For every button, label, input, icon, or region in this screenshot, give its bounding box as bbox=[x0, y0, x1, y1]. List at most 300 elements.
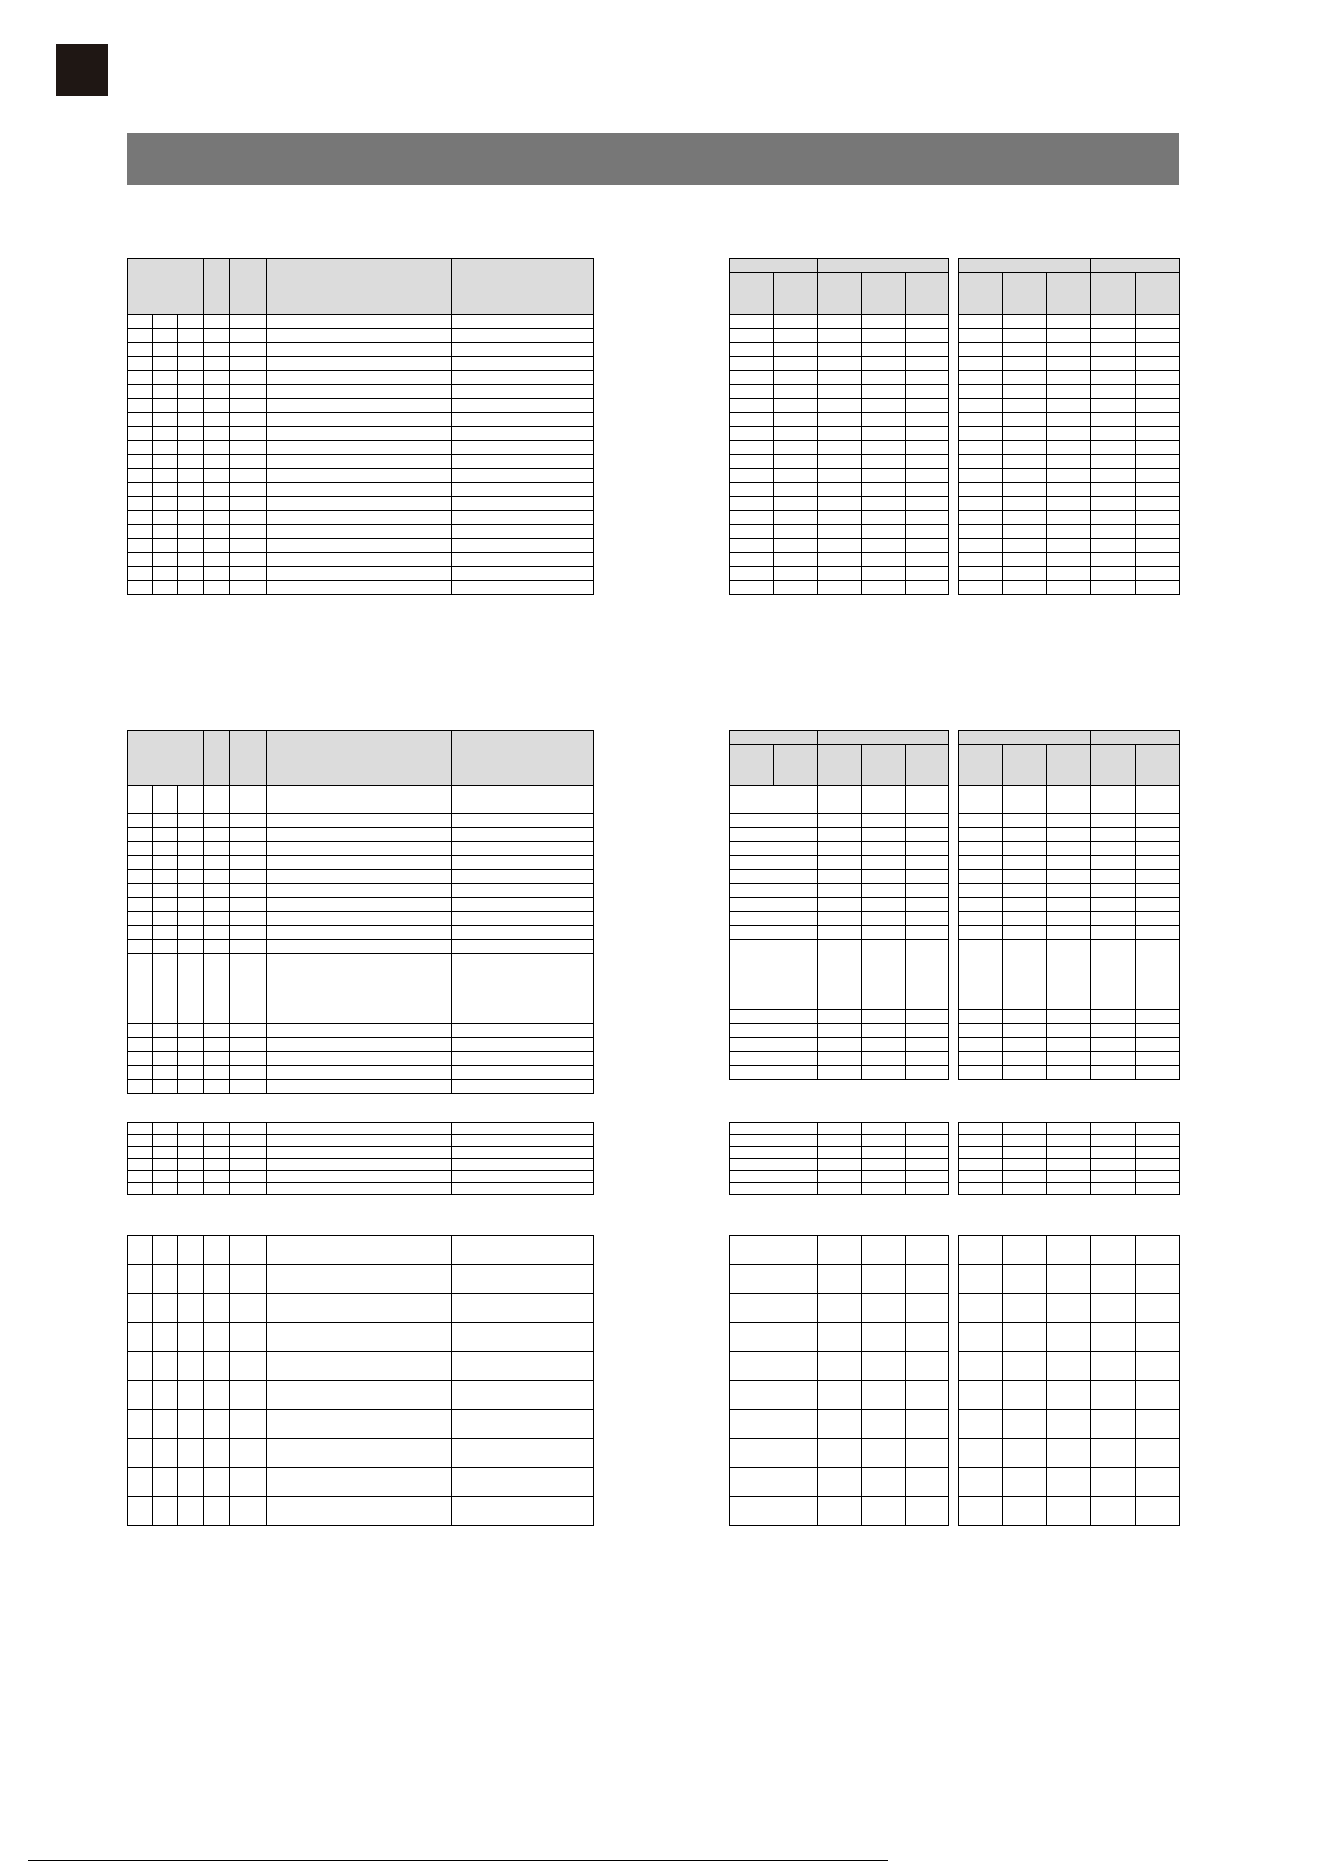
table-row bbox=[730, 1439, 949, 1468]
table-cell bbox=[959, 926, 1003, 940]
table-row bbox=[959, 329, 1180, 343]
table-cell bbox=[230, 469, 267, 483]
table-cell bbox=[730, 870, 818, 884]
table-cell bbox=[730, 786, 818, 814]
table-row bbox=[959, 731, 1180, 745]
table-header-cell bbox=[230, 731, 267, 786]
table-cell bbox=[178, 926, 204, 940]
table-cell bbox=[153, 483, 178, 497]
table-cell bbox=[774, 497, 818, 511]
table-cell bbox=[818, 1171, 862, 1183]
table-cell bbox=[267, 1024, 452, 1038]
table-cell bbox=[230, 1468, 267, 1497]
table-cell bbox=[153, 1123, 178, 1135]
table-cell bbox=[1003, 1038, 1047, 1052]
table-row bbox=[730, 357, 949, 371]
table-cell bbox=[267, 898, 452, 912]
table-cell bbox=[178, 940, 204, 954]
table-cell bbox=[267, 1080, 452, 1094]
table-cell bbox=[178, 1171, 204, 1183]
table-cell bbox=[178, 1352, 204, 1381]
table-cell bbox=[267, 1381, 452, 1410]
table-row bbox=[959, 1439, 1180, 1468]
table-cell bbox=[204, 912, 230, 926]
table-cell bbox=[178, 497, 204, 511]
table-cell bbox=[204, 567, 230, 581]
table-cell bbox=[267, 1171, 452, 1183]
table-cell bbox=[178, 399, 204, 413]
table-cell bbox=[862, 884, 906, 898]
table-3-left bbox=[127, 1122, 594, 1195]
table-cell bbox=[1047, 539, 1091, 553]
table-cell bbox=[267, 814, 452, 828]
table-cell bbox=[153, 1323, 178, 1352]
table-header-cell bbox=[1091, 273, 1136, 315]
table-cell bbox=[862, 1294, 906, 1323]
table-cell bbox=[1003, 371, 1047, 385]
table-cell bbox=[906, 1410, 949, 1439]
table-cell bbox=[959, 1381, 1003, 1410]
table-row bbox=[730, 567, 949, 581]
table-cell bbox=[959, 371, 1003, 385]
table-cell bbox=[818, 1123, 862, 1135]
table-cell bbox=[128, 1080, 153, 1094]
table-cell bbox=[862, 1381, 906, 1410]
table-cell bbox=[267, 1038, 452, 1052]
table-cell bbox=[959, 441, 1003, 455]
table-cell bbox=[959, 581, 1003, 595]
table-cell bbox=[818, 441, 862, 455]
table-cell bbox=[1136, 1323, 1180, 1352]
table-cell bbox=[1091, 525, 1136, 539]
table-cell bbox=[1047, 1147, 1091, 1159]
table-cell bbox=[267, 315, 452, 329]
table-cell bbox=[128, 870, 153, 884]
table-cell bbox=[128, 1024, 153, 1038]
table-cell bbox=[230, 329, 267, 343]
table-cell bbox=[862, 898, 906, 912]
table-cell bbox=[452, 357, 594, 371]
table-cell bbox=[128, 1066, 153, 1080]
table-cell bbox=[1091, 814, 1136, 828]
table-cell bbox=[204, 1038, 230, 1052]
table-row bbox=[128, 1135, 594, 1147]
table-cell bbox=[153, 1352, 178, 1381]
table-cell bbox=[1136, 1135, 1180, 1147]
table-4-left bbox=[127, 1235, 594, 1526]
table-cell bbox=[730, 1052, 818, 1066]
table-cell bbox=[730, 1439, 818, 1468]
table-cell bbox=[128, 912, 153, 926]
table-cell bbox=[959, 329, 1003, 343]
table-cell bbox=[1003, 1323, 1047, 1352]
table-cell bbox=[178, 898, 204, 912]
table-cell bbox=[153, 1038, 178, 1052]
table-cell bbox=[153, 856, 178, 870]
table-row bbox=[959, 926, 1180, 940]
table-cell bbox=[1136, 581, 1180, 595]
table-row bbox=[128, 1410, 594, 1439]
table-cell bbox=[730, 884, 818, 898]
table-cell bbox=[818, 786, 862, 814]
table-row bbox=[128, 469, 594, 483]
table-row bbox=[959, 273, 1180, 315]
table-cell bbox=[818, 1066, 862, 1080]
table-cell bbox=[1047, 371, 1091, 385]
table-cell bbox=[774, 357, 818, 371]
table-cell bbox=[1136, 1294, 1180, 1323]
table-cell bbox=[178, 315, 204, 329]
table-header-cell bbox=[128, 731, 204, 786]
table-cell bbox=[1047, 1135, 1091, 1147]
table-cell bbox=[153, 870, 178, 884]
table-cell bbox=[959, 427, 1003, 441]
table-cell bbox=[959, 1135, 1003, 1147]
table-cell bbox=[862, 940, 906, 1010]
table-cell bbox=[1047, 1439, 1091, 1468]
table-header-cell bbox=[730, 259, 818, 273]
table-cell bbox=[1047, 828, 1091, 842]
table-cell bbox=[862, 455, 906, 469]
table-cell bbox=[730, 1410, 818, 1439]
table-cell bbox=[818, 856, 862, 870]
table-cell bbox=[230, 315, 267, 329]
table-cell bbox=[959, 912, 1003, 926]
table-row bbox=[730, 259, 949, 273]
table-cell bbox=[730, 539, 774, 553]
table-cell bbox=[906, 814, 949, 828]
table-cell bbox=[818, 427, 862, 441]
table-cell bbox=[818, 567, 862, 581]
table-cell bbox=[959, 455, 1003, 469]
table-cell bbox=[906, 1159, 949, 1171]
table-cell bbox=[178, 1038, 204, 1052]
table-row bbox=[959, 441, 1180, 455]
table-row bbox=[730, 814, 949, 828]
table-cell bbox=[452, 525, 594, 539]
table-row bbox=[730, 539, 949, 553]
table-row bbox=[959, 1497, 1180, 1526]
table-header-cell bbox=[230, 259, 267, 315]
table-row bbox=[128, 898, 594, 912]
table-cell bbox=[1003, 1294, 1047, 1323]
table-cell bbox=[862, 1410, 906, 1439]
table-cell bbox=[128, 525, 153, 539]
table-cell bbox=[267, 856, 452, 870]
table-cell bbox=[862, 1171, 906, 1183]
table-row bbox=[959, 1135, 1180, 1147]
table-cell bbox=[906, 786, 949, 814]
table-cell bbox=[1136, 856, 1180, 870]
table-cell bbox=[230, 954, 267, 1024]
table-cell bbox=[1003, 567, 1047, 581]
table-cell bbox=[153, 1183, 178, 1195]
table-cell bbox=[1136, 1038, 1180, 1052]
table-cell bbox=[1047, 1159, 1091, 1171]
table-cell bbox=[1091, 1038, 1136, 1052]
table-cell bbox=[1003, 1352, 1047, 1381]
table-cell bbox=[128, 315, 153, 329]
table-cell bbox=[230, 427, 267, 441]
table-cell bbox=[452, 1052, 594, 1066]
table-row bbox=[959, 413, 1180, 427]
table-row bbox=[730, 884, 949, 898]
table-cell bbox=[204, 814, 230, 828]
table-cell bbox=[452, 1171, 594, 1183]
table-cell bbox=[204, 329, 230, 343]
table-cell bbox=[818, 553, 862, 567]
table-cell bbox=[862, 1159, 906, 1171]
table-cell bbox=[204, 1439, 230, 1468]
table-cell bbox=[818, 343, 862, 357]
table-row bbox=[959, 1171, 1180, 1183]
table-cell bbox=[818, 455, 862, 469]
table-cell bbox=[267, 1123, 452, 1135]
table-cell bbox=[267, 940, 452, 954]
table-cell bbox=[1047, 1010, 1091, 1024]
table-cell bbox=[906, 1135, 949, 1147]
table-cell bbox=[818, 926, 862, 940]
table-cell bbox=[1047, 1236, 1091, 1265]
table-cell bbox=[1003, 1052, 1047, 1066]
table-cell bbox=[1091, 483, 1136, 497]
table-cell bbox=[774, 413, 818, 427]
table-cell bbox=[153, 1052, 178, 1066]
table-row bbox=[128, 884, 594, 898]
table-cell bbox=[128, 455, 153, 469]
table-cell bbox=[862, 1265, 906, 1294]
table-cell bbox=[959, 1052, 1003, 1066]
table-cell bbox=[1047, 357, 1091, 371]
table-cell bbox=[204, 343, 230, 357]
table-row bbox=[128, 399, 594, 413]
table-row bbox=[959, 385, 1180, 399]
table-row bbox=[730, 483, 949, 497]
table-cell bbox=[1003, 1236, 1047, 1265]
table-cell bbox=[862, 539, 906, 553]
table-cell bbox=[906, 315, 949, 329]
table-cell bbox=[267, 828, 452, 842]
table-4-right-a bbox=[729, 1235, 949, 1526]
table-cell bbox=[774, 581, 818, 595]
table-row bbox=[128, 1038, 594, 1052]
table-cell bbox=[730, 1294, 818, 1323]
table-cell bbox=[267, 1410, 452, 1439]
table-cell bbox=[1091, 1236, 1136, 1265]
table-cell bbox=[178, 828, 204, 842]
table-cell bbox=[1091, 926, 1136, 940]
table-row bbox=[730, 497, 949, 511]
table-row bbox=[959, 581, 1180, 595]
table-cell bbox=[452, 427, 594, 441]
table-row bbox=[128, 315, 594, 329]
table-cell bbox=[153, 926, 178, 940]
table-cell bbox=[267, 1159, 452, 1171]
table-cell bbox=[1047, 1323, 1091, 1352]
table-row bbox=[128, 1159, 594, 1171]
table-cell bbox=[204, 441, 230, 455]
table-row bbox=[959, 1410, 1180, 1439]
table-cell bbox=[1091, 1171, 1136, 1183]
table-cell bbox=[1091, 427, 1136, 441]
table-cell bbox=[452, 483, 594, 497]
table-cell bbox=[1047, 413, 1091, 427]
table-cell bbox=[1047, 525, 1091, 539]
table-cell bbox=[730, 1381, 818, 1410]
table-cell bbox=[1003, 539, 1047, 553]
table-header-cell bbox=[818, 745, 862, 786]
table-cell bbox=[230, 455, 267, 469]
table-cell bbox=[230, 1052, 267, 1066]
table-cell bbox=[862, 1147, 906, 1159]
table-cell bbox=[959, 1038, 1003, 1052]
table-header-cell bbox=[1091, 745, 1136, 786]
table-cell bbox=[730, 940, 818, 1010]
table-cell bbox=[178, 329, 204, 343]
table-cell bbox=[959, 567, 1003, 581]
table-cell bbox=[862, 497, 906, 511]
table-cell bbox=[1003, 1265, 1047, 1294]
table-cell bbox=[1091, 539, 1136, 553]
table-cell bbox=[128, 1497, 153, 1526]
table-cell bbox=[959, 413, 1003, 427]
table-cell bbox=[153, 828, 178, 842]
table-row bbox=[730, 525, 949, 539]
table-cell bbox=[153, 455, 178, 469]
table-header-cell bbox=[818, 273, 862, 315]
table-row bbox=[730, 842, 949, 856]
table-cell bbox=[1136, 455, 1180, 469]
table-cell bbox=[906, 567, 949, 581]
table-cell bbox=[818, 371, 862, 385]
table-row bbox=[959, 483, 1180, 497]
table-cell bbox=[267, 469, 452, 483]
table-cell bbox=[230, 870, 267, 884]
table-cell bbox=[267, 1147, 452, 1159]
table-cell bbox=[906, 525, 949, 539]
table-cell bbox=[1047, 315, 1091, 329]
table-cell bbox=[204, 1323, 230, 1352]
table-cell bbox=[204, 413, 230, 427]
table-row bbox=[128, 1123, 594, 1135]
table-row bbox=[730, 511, 949, 525]
table-cell bbox=[959, 1265, 1003, 1294]
table-cell bbox=[128, 1439, 153, 1468]
table-cell bbox=[1003, 1135, 1047, 1147]
table-cell bbox=[1003, 329, 1047, 343]
table-header-cell bbox=[1136, 273, 1180, 315]
table-cell bbox=[128, 413, 153, 427]
table-cell bbox=[452, 1080, 594, 1094]
table-cell bbox=[128, 1381, 153, 1410]
table-cell bbox=[818, 483, 862, 497]
table-cell bbox=[267, 1265, 452, 1294]
table-cell bbox=[153, 371, 178, 385]
table-cell bbox=[1136, 1265, 1180, 1294]
table-cell bbox=[153, 413, 178, 427]
table-cell bbox=[818, 1265, 862, 1294]
table-cell bbox=[1047, 1410, 1091, 1439]
table-cell bbox=[153, 315, 178, 329]
table-3-right-b bbox=[958, 1122, 1180, 1195]
table-cell bbox=[1091, 399, 1136, 413]
table-cell bbox=[730, 1135, 818, 1147]
table-cell bbox=[906, 497, 949, 511]
table-cell bbox=[128, 511, 153, 525]
table-cell bbox=[959, 856, 1003, 870]
table-cell bbox=[178, 427, 204, 441]
table-cell bbox=[959, 1147, 1003, 1159]
table-cell bbox=[1003, 385, 1047, 399]
table-cell bbox=[906, 455, 949, 469]
table-cell bbox=[959, 1236, 1003, 1265]
table-row bbox=[730, 898, 949, 912]
table-cell bbox=[204, 940, 230, 954]
table-cell bbox=[178, 1497, 204, 1526]
table-cell bbox=[128, 1123, 153, 1135]
table-cell bbox=[267, 1352, 452, 1381]
table-row bbox=[128, 539, 594, 553]
table-cell bbox=[128, 399, 153, 413]
table-row bbox=[730, 1294, 949, 1323]
table-cell bbox=[1047, 1123, 1091, 1135]
table-cell bbox=[1136, 1236, 1180, 1265]
table-cell bbox=[862, 525, 906, 539]
table-cell bbox=[153, 1439, 178, 1468]
table-cell bbox=[178, 385, 204, 399]
table-cell bbox=[906, 1123, 949, 1135]
table-cell bbox=[730, 329, 774, 343]
table-cell bbox=[1136, 1066, 1180, 1080]
table-cell bbox=[204, 884, 230, 898]
table-header-cell bbox=[959, 731, 1091, 745]
table-cell bbox=[862, 343, 906, 357]
table-row bbox=[959, 1352, 1180, 1381]
table-cell bbox=[204, 525, 230, 539]
table-cell bbox=[862, 483, 906, 497]
table-row bbox=[959, 1038, 1180, 1052]
table-cell bbox=[818, 469, 862, 483]
table-cell bbox=[862, 357, 906, 371]
table-row bbox=[128, 567, 594, 581]
table-cell bbox=[730, 469, 774, 483]
table-cell bbox=[128, 1038, 153, 1052]
table-row bbox=[128, 1183, 594, 1195]
table-cell bbox=[204, 497, 230, 511]
table-cell bbox=[1136, 357, 1180, 371]
table-cell bbox=[452, 1236, 594, 1265]
table-cell bbox=[452, 1439, 594, 1468]
table-cell bbox=[230, 441, 267, 455]
table-cell bbox=[1003, 828, 1047, 842]
table-cell bbox=[774, 483, 818, 497]
table-cell bbox=[178, 954, 204, 1024]
table-cell bbox=[730, 413, 774, 427]
table-header-cell bbox=[128, 259, 204, 315]
table-header-cell bbox=[959, 273, 1003, 315]
table-cell bbox=[1136, 1410, 1180, 1439]
table-row bbox=[128, 828, 594, 842]
table-cell bbox=[1003, 441, 1047, 455]
table-cell bbox=[862, 814, 906, 828]
table-cell bbox=[730, 1468, 818, 1497]
table-cell bbox=[1091, 842, 1136, 856]
table-cell bbox=[230, 1038, 267, 1052]
table-row bbox=[959, 357, 1180, 371]
table-cell bbox=[452, 1468, 594, 1497]
table-cell bbox=[730, 1159, 818, 1171]
table-row bbox=[730, 385, 949, 399]
